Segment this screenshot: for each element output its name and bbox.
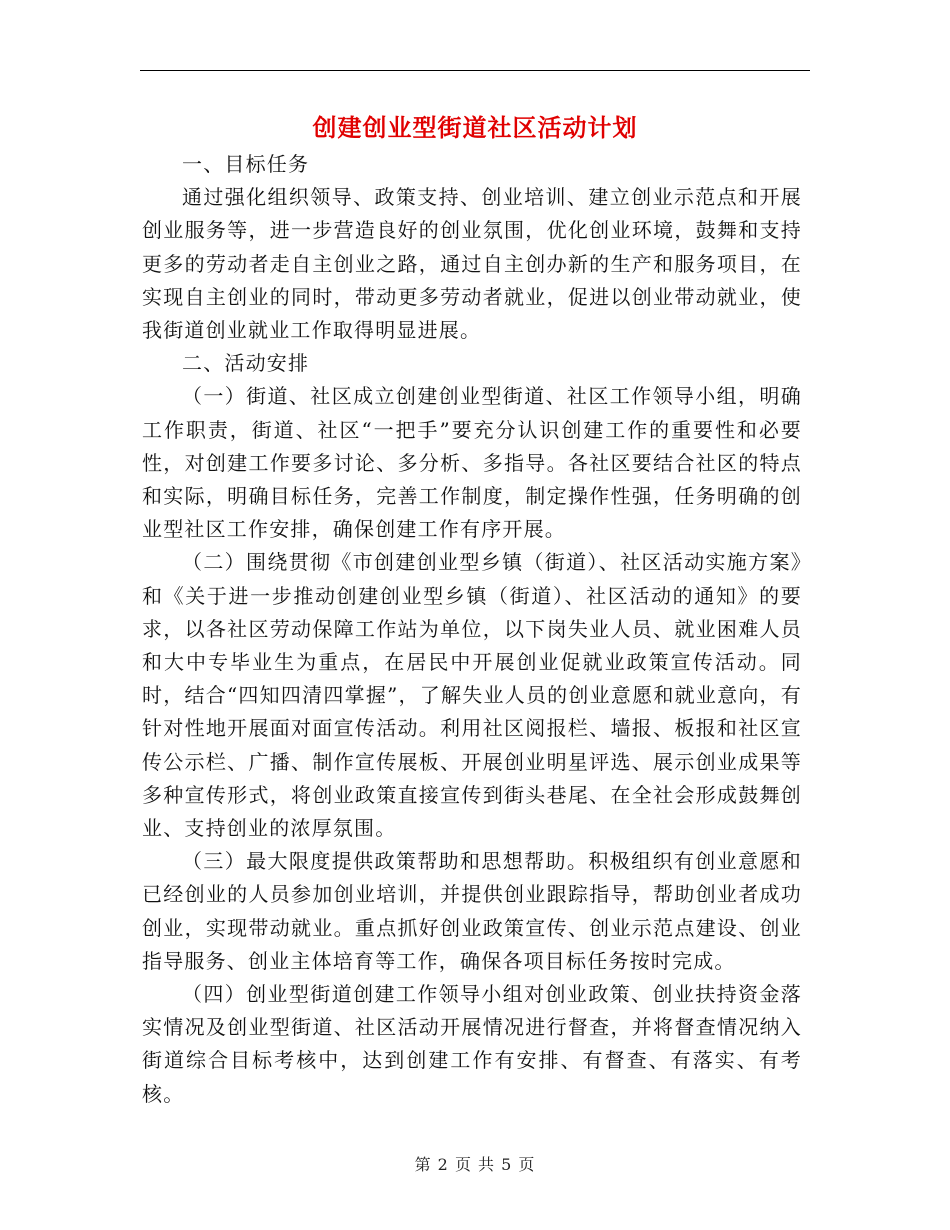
page-number: 第 2 页 共 5 页: [414, 1155, 536, 1174]
header-rule: [140, 70, 810, 71]
paragraph: （三）最大限度提供政策帮助和思想帮助。积极组织有创业意愿和已经创业的人员参加创业培训，并提供创业跟踪指导，帮助创业者成功创业，实现带动就业。重点抓好创业政策宣传、创业示范点建设、创业指导服务、创业主体培育等工作，确保各项目标任务按时完成。: [142, 849, 802, 973]
paragraph: （四）创业型街道创建工作领导小组对创业政策、创业扶持资金落实情况及创业型街道、社区活动开展情况进行督查，并将督查情况纳入街道综合目标考核中，达到创建工作有安排、有督查、有落实、有考核。: [142, 982, 802, 1106]
paragraph: 通过强化组织领导、政策支持、创业培训、建立创业示范点和开展创业服务等，进一步营造良好的创业氛围，优化创业环境，鼓舞和支持更多的劳动者走自主创业之路，通过自主创办新的生产和服务项目，在实现自主创业的同时，带动更多劳动者就业，促进以创业带动就业，使我街道创业就业工作取得明显进展。: [142, 185, 802, 343]
paragraph: （二）围绕贯彻《市创建创业型乡镇（街道）、社区活动实施方案》和《关于进一步推动创建创业型乡镇（街道）、社区活动的通知》的要求，以各社区劳动保障工作站为单位，以下岗失业人员、就业困难人员和大中专毕业生为重点，在居民中开展创业促就业政策宣传活动。同时，结合“四知四清四掌握”，了解失业人员的创业意愿和就业意向，有针对性地开展面对面宣传活动。利用社区阅报栏、墙报、板报和社区宣传公示栏、广播、制作宣传展板、开展创业明星评选、展示创业成果等多种宣传形式，将创业政策直接宣传到街头巷尾、在全社会形成鼓舞创业、支持创业的浓厚氛围。: [142, 550, 802, 841]
section-heading: 一、目标任务: [182, 152, 310, 176]
document-body: [142, 148, 802, 1111]
section-heading: 二、活动安排: [182, 351, 310, 376]
paragraph: （一）街道、社区成立创建创业型街道、社区工作领导小组，明确工作职责，街道、社区“一把手”要充分认识创建工作的重要性和必要性，对创建工作要多讨论、多分析、多指导。各社区要结合社区的特点和实际，明确目标任务，完善工作制度，制定操作性强，任务明确的创业型社区工作安排，确保创建工作有序开展。: [142, 384, 802, 542]
document-title: 创建创业型街道社区活动计划: [312, 113, 638, 142]
